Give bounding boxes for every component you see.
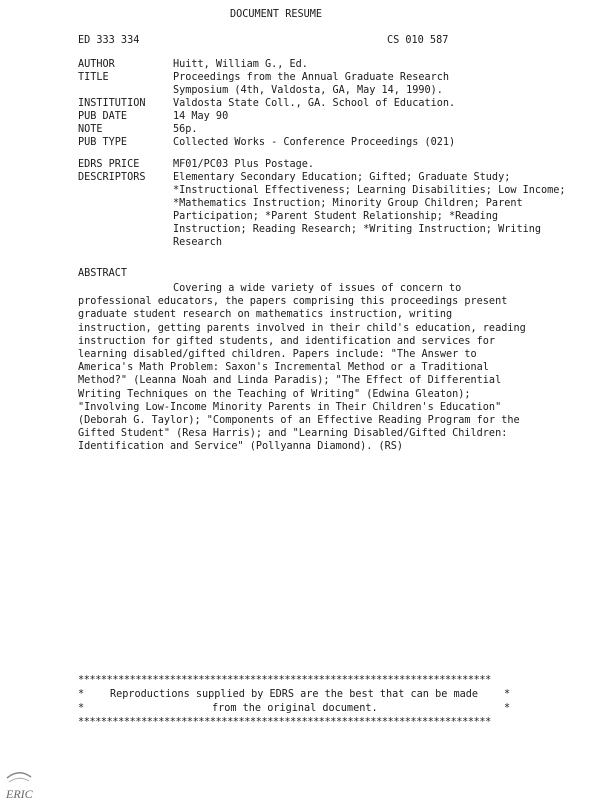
eric-logo xyxy=(4,768,34,804)
footer-line-2: from the original document. xyxy=(212,703,378,714)
title-label: TITLE xyxy=(78,72,109,83)
footer-star-right-1: * xyxy=(504,689,511,700)
pub-date-label: PUB DATE xyxy=(78,111,128,122)
note-label: NOTE xyxy=(78,124,103,135)
document-title: DOCUMENT RESUME xyxy=(230,9,323,20)
footer-star-right-2: * xyxy=(504,703,511,714)
edrs-price-label: EDRS PRICE xyxy=(78,159,140,170)
note-value: 56p. xyxy=(173,124,198,135)
institution-value: Valdosta State Coll., GA. School of Education. xyxy=(173,98,456,109)
institution-label: INSTITUTION xyxy=(78,98,146,109)
edrs-price-value: MF01/PC03 Plus Postage. xyxy=(173,159,315,170)
eric-logo-text: ERIC xyxy=(6,787,33,801)
ed-number: ED 333 334 xyxy=(78,35,140,46)
pub-type-value: Collected Works - Conference Proceedings (021) xyxy=(173,137,456,148)
footer-star-left-1: * xyxy=(78,689,85,700)
author-value: Huitt, William G., Ed. xyxy=(173,59,308,70)
footer-line-1: Reproductions supplied by EDRS are the best that can be made xyxy=(110,689,479,700)
abstract-label: ABSTRACT xyxy=(78,268,128,279)
author-label: AUTHOR xyxy=(78,59,115,70)
descriptors-value: Elementary Secondary Education; Gifted; Graduate Study; *Instructional Effectiveness; Learning Disabilities; Low Income; *Mathematics Instruction; Minority Group Children; Parent Participation; *Parent Student Relationship; *Reading Instruction; Reading Research; *Writing Instruction; Writing Research xyxy=(173,172,566,248)
footer-star-row-bottom: ************************************************************************ xyxy=(78,717,491,728)
abstract-text: Covering a wide variety of issues of concern to professional educators, the papers comprising this proceedings present graduate student research on mathematics instruction, writing instruction, getting parents involved in their child's education, reading instruction for gifted students, and identification and services for learning disabled/gifted children. Papers include: "The Answer to America's Math Problem: Saxon's Incremental Method or a Traditional Method?" (Leanna Noah and Linda Paradis); "The Effect of Differential Writing Techniques on the Teaching of Writing" (Edwina Gleaton); "Involving Low-Income Minority Parents in Their Children's Education" (Deborah G. Taylor); "Components of an Effective Reading Program for the Gifted Student" (Resa Harris); and "Learning Disabled/Gifted Children: Identification and Service" (Pollyanna Diamond). (RS) xyxy=(78,283,526,453)
footer-star-left-2: * xyxy=(78,703,85,714)
footer-star-row-top: ************************************************************************ xyxy=(78,675,491,686)
pub-date-value: 14 May 90 xyxy=(173,111,229,122)
cs-number: CS 010 587 xyxy=(387,35,449,46)
pub-type-label: PUB TYPE xyxy=(78,137,128,148)
title-value: Proceedings from the Annual Graduate Research Symposium (4th, Valdosta, GA, May 14, 1990). xyxy=(173,72,450,96)
descriptors-label: DESCRIPTORS xyxy=(78,172,146,183)
